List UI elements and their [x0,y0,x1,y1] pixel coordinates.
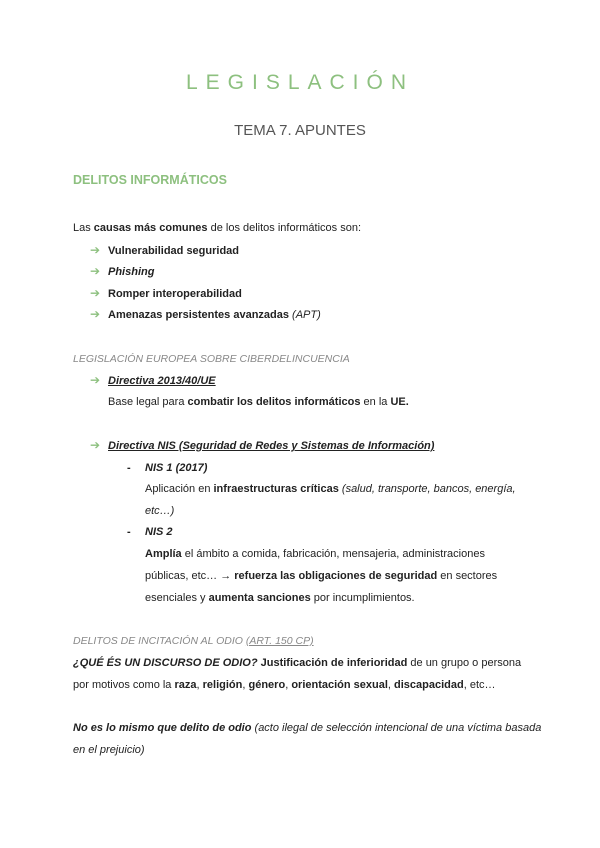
item-text: Vulnerabilidad seguridad [108,245,240,257]
section-heading-odio [73,634,314,649]
list-item [90,307,321,323]
dash-bullet: - [127,462,131,474]
list-item [90,243,239,259]
text: de un grupo o persona [407,657,522,669]
directive-2-title: Directiva NIS (Seguridad de Redes y Sistemas de Información) [108,440,435,452]
item-text: Romper interoperabilidad [108,288,242,300]
intro-pre: Las [73,222,94,234]
arrow-icon: ➔ [90,264,101,278]
intro-post: de los delitos informáticos son: [207,222,361,234]
list-item [90,264,154,280]
text-bold: infraestructuras críticas [213,483,339,495]
nis2-desc-line1 [145,547,485,562]
nis1-desc-line2 [145,504,174,519]
text-bold: refuerza las obligaciones de seguridad [234,570,438,582]
arrow-icon: ➔ [90,373,101,387]
item-tail: (APT) [288,309,321,321]
text-bold: UE. [390,396,409,408]
note-italic: en el prejuicio) [73,744,145,756]
text: Base legal para [108,396,188,408]
nis2-title: NIS 2 [145,526,173,538]
nis2-desc-line3 [145,591,415,606]
directive-1-desc [108,395,409,410]
text-bold: género [248,679,286,691]
page-subtitle: TEMA 7. APUNTES [234,122,366,139]
text: en la [360,396,391,408]
text-bold: combatir los delitos informáticos [187,396,361,408]
question: ¿QUÉ ÉS UN DISCURSO DE ODIO? [73,657,258,669]
text-italic: (salud, transporte, bancos, energía, [338,483,516,495]
text: , etc… [463,679,496,691]
text: , [196,679,203,691]
heading-text: DELITOS DE INCITACIÓN AL ODIO [73,635,246,647]
nis1-desc-line1 [145,482,516,497]
arrow-icon: ➔ [90,286,101,300]
arrow-icon: ➔ [90,307,101,321]
text-bold: religión [202,679,243,691]
text-bold: Amplía [145,548,182,560]
note-bold: No es lo mismo que delito de odio [73,722,252,734]
item-text: Amenazas persistentes avanzadas [108,309,289,321]
text: Aplicación en [145,483,214,495]
heading-ref: (ART. 150 CP) [245,635,314,647]
text: , [387,679,395,691]
text-italic: etc…) [145,505,175,517]
directive-2 [90,438,434,454]
directive-1 [90,373,216,389]
arrow-icon: ➔ [90,243,101,257]
page-title: LEGISLACIÓN [185,71,415,94]
nis2-desc-line2 [145,569,497,584]
nis2-item [127,525,173,540]
odio-note-line1 [73,721,541,736]
section-heading-legislacion: LEGISLACIÓN EUROPEA SOBRE CIBERDELINCUENCIA [73,353,350,365]
dash-bullet: - [127,526,131,538]
text: , [242,679,249,691]
text: en sectores [437,570,498,582]
text: por incumplimientos. [310,592,415,604]
text: , [285,679,292,691]
text-bold: Justificación de inferioridad [257,657,408,669]
arrow-icon: ➔ [90,438,101,452]
intro-line [73,221,361,236]
text-bold: orientación sexual [291,679,388,691]
odio-note-line2 [73,743,145,758]
intro-bold: causas más comunes [93,222,208,234]
item-text: Phishing [108,266,155,278]
text-bold: raza [174,679,197,691]
section-heading-delitos: DELITOS INFORMÁTICOS [73,173,227,187]
odio-line2 [73,678,496,693]
odio-line1 [73,656,521,671]
text: el ámbito a comida, fabricación, mensajeria, administraciones [181,548,485,560]
directive-1-title: Directiva 2013/40/UE [108,375,216,387]
text: esenciales y [145,592,209,604]
nis1-title: NIS 1 (2017) [145,462,208,474]
nis1-item [127,461,207,476]
note-italic: (acto ilegal de selección intencional de una víctima basada [251,722,542,734]
text-bold: discapacidad [394,679,464,691]
text-bold: aumenta sanciones [208,592,311,604]
text: por motivos como la [73,679,175,691]
text: públicas, etc… → [145,570,235,582]
list-item [90,286,242,302]
